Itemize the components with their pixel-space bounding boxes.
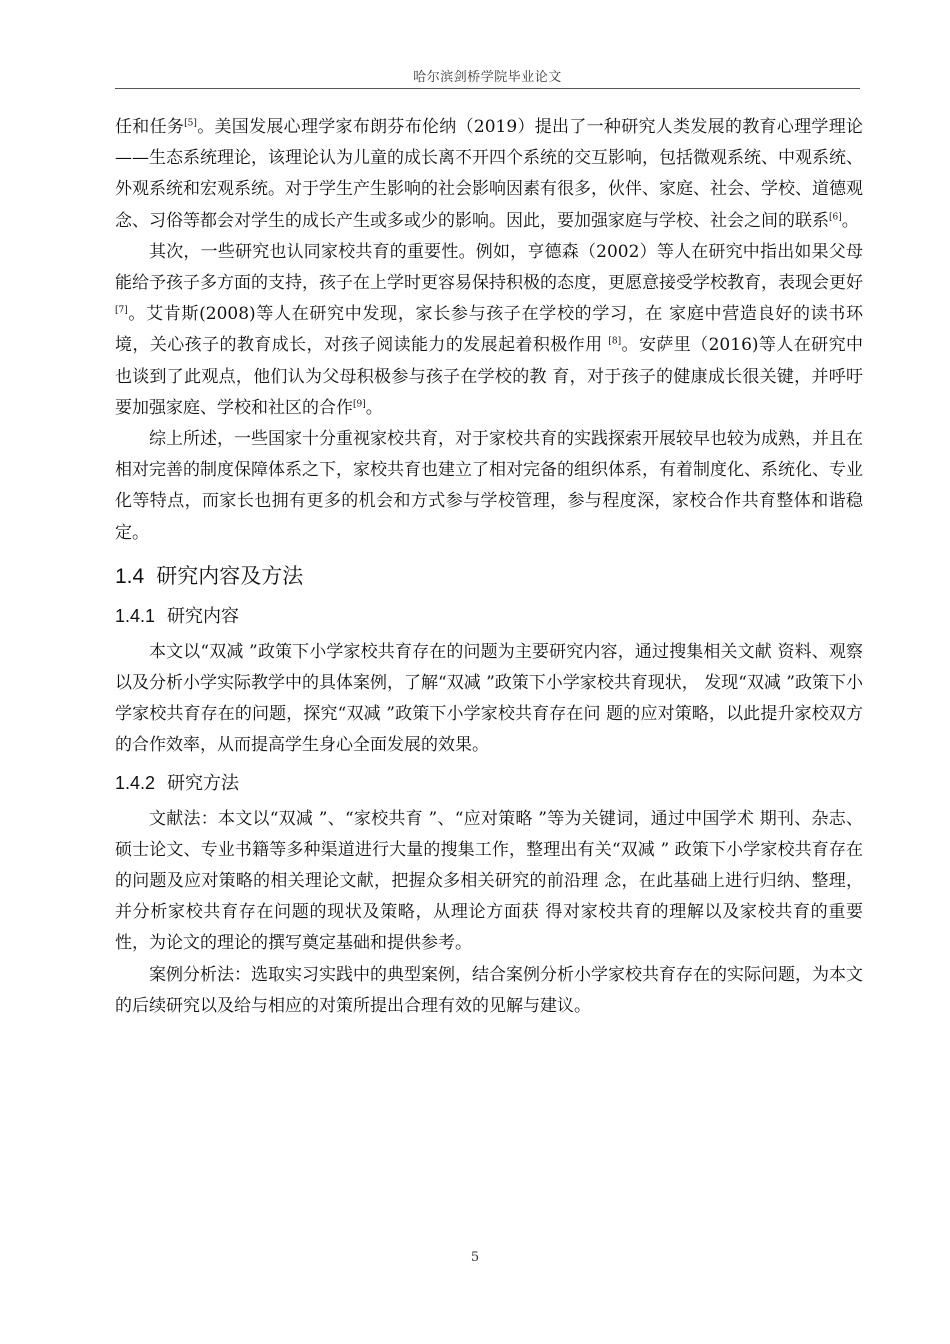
citation-ref: [9]: [353, 399, 366, 410]
header-rule: [115, 88, 860, 89]
section-heading-1-4-1: [115, 601, 863, 631]
citation-ref: [8]: [608, 336, 622, 347]
citation-ref: [7]: [115, 305, 128, 316]
text-run: 。安萨里（2016)等人在研究中也谈到了此观点，他们认为父母积极参与孩子在学校的教 育，对于孩子的健康成长很关键，并呼吁要加强家庭、学校和社区的合作: [115, 335, 863, 418]
text-run: 。: [841, 210, 859, 231]
paragraph-literature-method: 文献法：本文以“双减 ”、“家校共育 ”、“应对策略 ”等为关键词，通过中国学术 期刊、杂志、硕士论文、专业书籍等多种渠道进行大量的搜集工作，整理出有关“双减 ” 政策下小学家校共育存在的问题及应对策略的相关理论文献，把握众多相关研究的前沿理 念，在此基础上进行归纳、整理，并分析家校共育存在问题的现状及策略，从理论方面获 得对家校共育的理解以及家校共育的重要性，为论文的理论的撰写奠定基础和提供参考。: [115, 808, 864, 954]
text-run: 。美国发展心理学家布朗芬布伦纳（2019）提出了一种研究人类发展的教育心理学理论——生态系统理论，该理论认为儿童的成长离不开四个系统的交互影响，包括微观系统、中观系统、外观系统和宏观系统。对于学生产生影响的社会影响因素有很多，伙伴、家庭、社会、学校、道德观念、习俗等都会对学生的成长产生或多或少的影响。因此，要加强家庭与学校、社会之间的联系: [115, 117, 863, 231]
paragraph-importance: [115, 237, 863, 424]
paragraph-ecological-theory: [115, 112, 863, 237]
text-run: 其次，一些研究也认同家校共育的重要性。例如，亨德森（2002）等人在研究中指出如果父母能给予孩子多方面的支持，孩子在上学时更容易保持积极的态度，更愿意接受学校教育，表现会更好: [115, 241, 863, 294]
heading-number: 1.4.2: [115, 772, 156, 793]
page-number: 5: [470, 1250, 480, 1265]
citation-ref: [6]: [829, 211, 842, 222]
heading-text: 研究内容及方法: [156, 564, 304, 588]
text-run: 。: [365, 397, 383, 418]
section-heading-1-4-2: [115, 768, 863, 798]
heading-number: 1.4: [115, 564, 145, 588]
body-text: [115, 112, 863, 1022]
text-run: 任和任务: [115, 117, 185, 137]
heading-text: 研究方法: [167, 772, 240, 793]
heading-number: 1.4.1: [115, 605, 156, 626]
heading-text: 研究内容: [167, 605, 240, 626]
section-heading-1-4: [115, 561, 863, 593]
text-run: 。艾肯斯(2008)等人在研究中发现，家长参与孩子在学校的学习，在 家庭中营造良好的读书环境，关心孩子的教育成长，对孩子阅读能力的发展起着积极作用: [115, 304, 863, 356]
running-header: 哈尔滨剑桥学院毕业论文: [413, 70, 562, 85]
citation-ref: [5]: [184, 118, 197, 129]
paragraph-research-content: 本文以“双减 ”政策下小学家校共育存在的问题为主要研究内容，通过搜集相关文献 资料、观察以及分析小学实际教学中的具体案例，了解“双减 ”政策下小学家校共育现状， 发现“双减 ”政策下小学家校共育存在的问题，探究“双减 ”政策下小学家校共育存在问 题的应对策略，以此提升家校双方的合作效率，从而提高学生身心全面发展的效果。: [115, 641, 863, 756]
paragraph-summary: 综上所述，一些国家十分重视家校共育，对于家校共育的实践探索开展较早也较为成熟，并且在相对完善的制度保障体系之下，家校共育也建立了相对完备的组织体系，有着制度化、系统化、专业化等特点，而家长也拥有更多的机会和方式参与学校管理，参与程度深，家校合作共育整体和谐稳定。: [115, 429, 863, 543]
paragraph-case-method: 案例分析法：选取实习实践中的典型案例，结合案例分析小学家校共育存在的实际问题，为本文的后续研究以及给与相应的对策所提出合理有效的见解与建议。: [115, 964, 863, 1016]
